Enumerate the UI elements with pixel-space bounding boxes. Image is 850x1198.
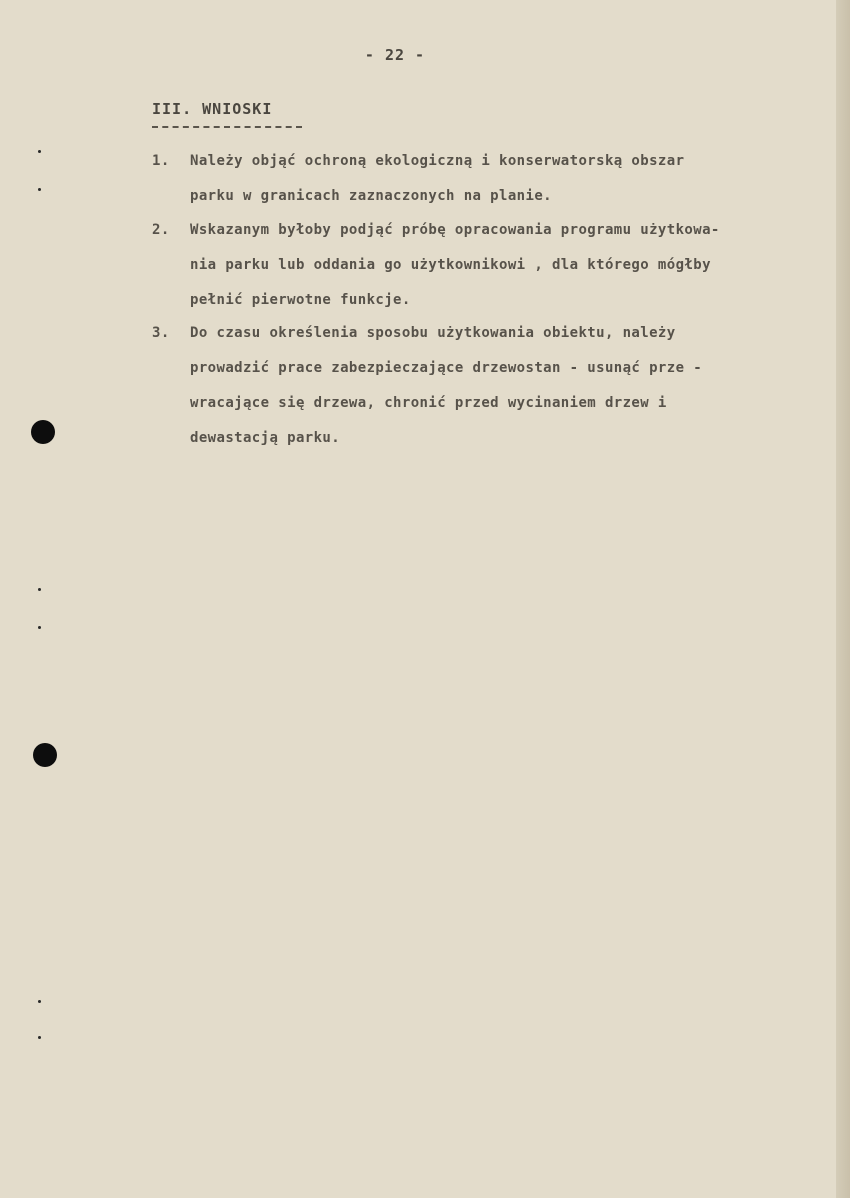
section-heading: III. WNIOSKI	[152, 100, 273, 118]
list-item	[152, 213, 812, 318]
item-number: 2.	[152, 222, 170, 238]
item-number: 3.	[152, 325, 170, 341]
paper-speck	[38, 626, 41, 629]
item-text: Wskazanym byłoby podjąć próbę opracowania programu użytkowa- nia parku lub oddania go użytkownikowi , dla którego mógłby pełnić pierwotne funkcje.	[190, 222, 720, 308]
page-number: - 22 -	[364, 46, 426, 64]
list-item	[152, 316, 812, 456]
paper-speck	[38, 1000, 41, 1003]
item-text: Do czasu określenia sposobu użytkowania obiektu, należy prowadzić prace zabezpieczające drzewostan - usunąć prze - wracające się drzewa, chronić przed wycinaniem drzew i dewastacją parku.	[190, 325, 703, 446]
paper-speck	[38, 188, 41, 191]
paper-speck	[38, 150, 41, 153]
list-item	[152, 144, 812, 214]
paper-speck	[38, 1036, 41, 1039]
page-edge	[836, 0, 850, 1198]
punch-hole	[33, 743, 57, 767]
punch-hole	[31, 420, 55, 444]
item-text: Należy objąć ochroną ekologiczną i konserwatorską obszar parku w granicach zaznaczonych na planie.	[190, 153, 685, 204]
heading-underline	[152, 126, 302, 128]
item-number: 1.	[152, 153, 170, 169]
paper-speck	[38, 588, 41, 591]
